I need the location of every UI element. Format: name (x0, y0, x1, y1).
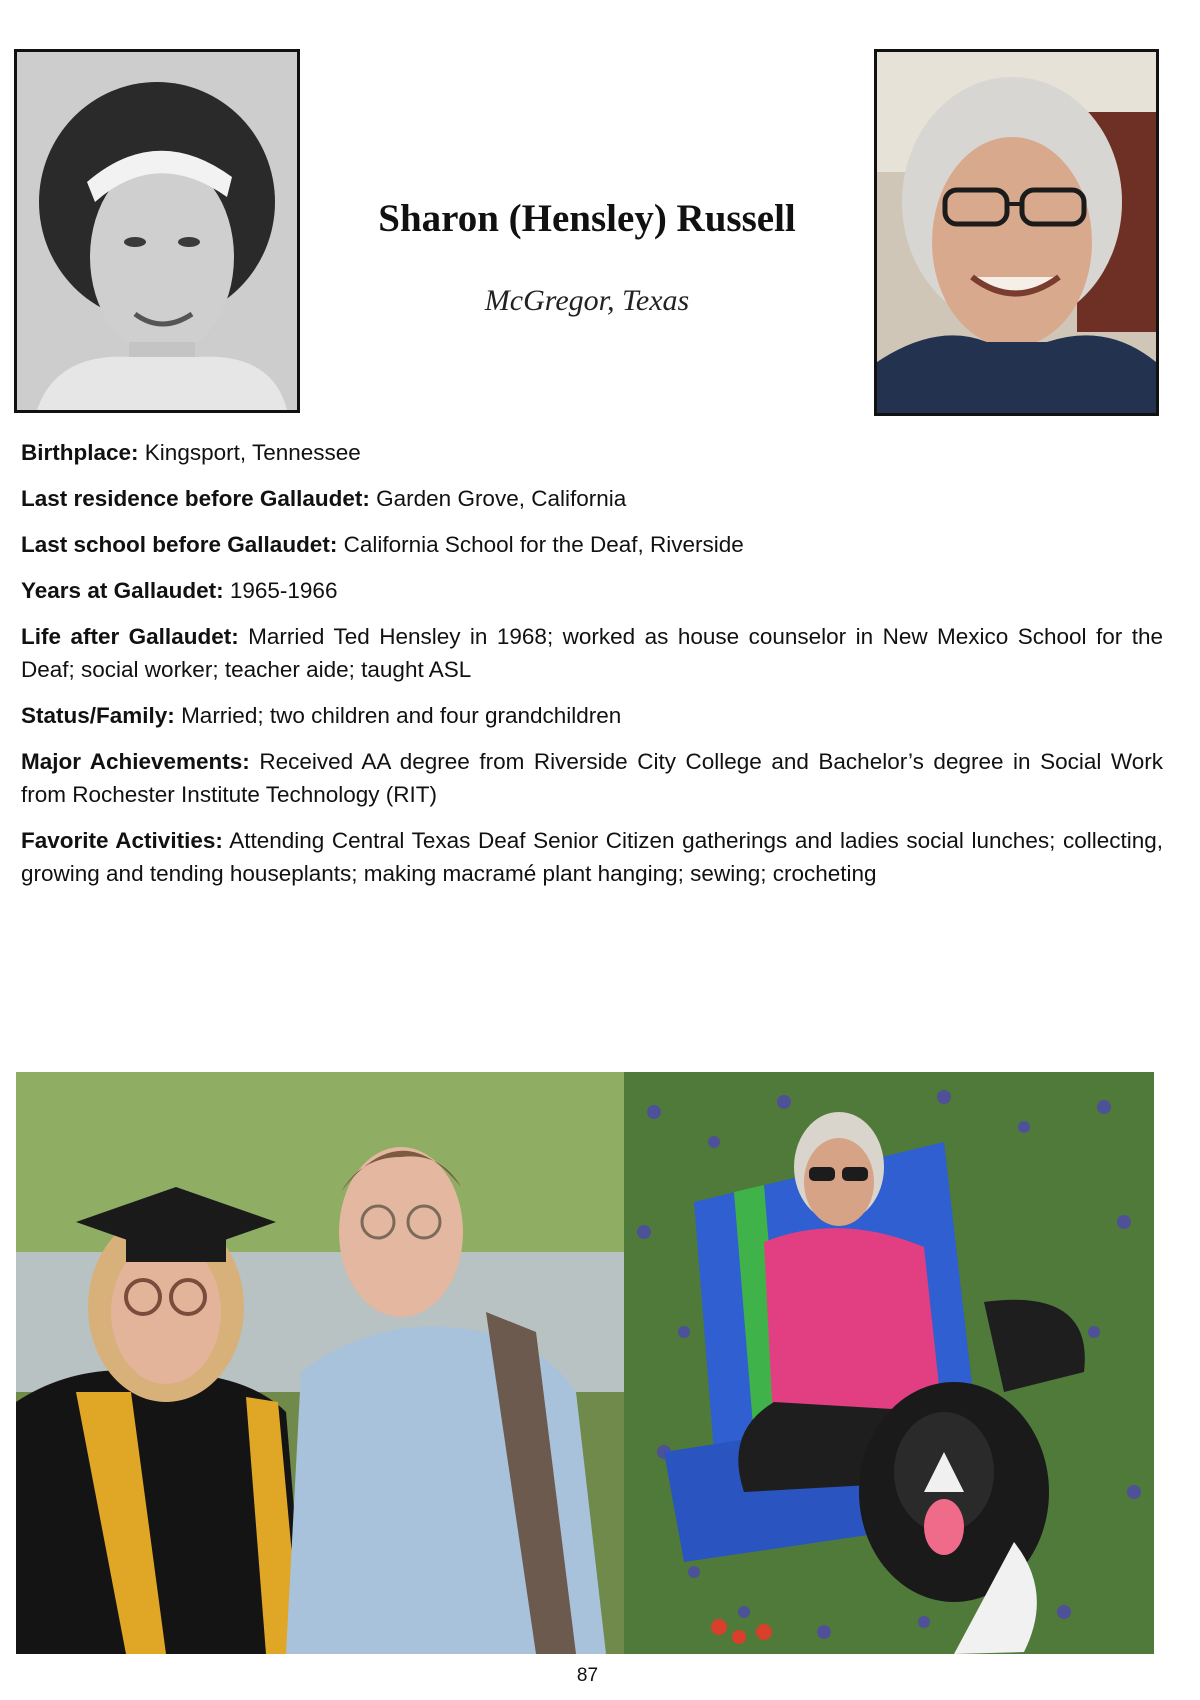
fact-label: Years at Gallaudet: (21, 578, 224, 603)
fact-label: Life after Gallaudet: (21, 624, 239, 649)
current-portrait-image (877, 52, 1156, 413)
biography-facts (21, 436, 1163, 903)
fact-status-family (21, 699, 1163, 732)
fact-major-achievements (21, 745, 1163, 811)
fact-label: Status/Family: (21, 703, 175, 728)
fact-value: Garden Grove, California (376, 486, 627, 511)
fact-value: Kingsport, Tennessee (144, 440, 361, 465)
fact-value: California School for the Deaf, Riverside (343, 532, 744, 557)
graduation-photo (16, 1072, 624, 1654)
fact-life-after-gallaudet (21, 620, 1163, 686)
graduation-image (16, 1072, 624, 1654)
bluebonnet-field-photo (624, 1072, 1154, 1654)
yearbook-portrait-image (17, 52, 297, 410)
bluebonnet-field-image (624, 1072, 1154, 1654)
fact-value: 1965-1966 (229, 578, 338, 603)
fact-birthplace (21, 436, 1163, 469)
bottom-photo-row (16, 1072, 1154, 1654)
yearbook-portrait-photo (14, 49, 300, 413)
fact-value: Married; two children and four grandchildren (181, 703, 622, 728)
fact-value: Received AA degree from Riverside City College and Bachelor’s degree in Social Work from Rochester Institute Technology (RIT) (21, 749, 1163, 807)
fact-favorite-activities (21, 824, 1163, 890)
fact-label: Favorite Activities: (21, 828, 223, 853)
location-subtitle: McGregor, Texas (484, 284, 690, 317)
fact-label: Last residence before Gallaudet: (21, 486, 370, 511)
fact-label: Last school before Gallaudet: (21, 532, 338, 557)
fact-value: Attending Central Texas Deaf Senior Citizen gatherings and ladies social lunches; collecting, growing and tending houseplants; making macramé plant hanging; sewing; crocheting (21, 828, 1163, 886)
page-number: 87 (576, 1665, 599, 1686)
fact-label: Major Achievements: (21, 749, 250, 774)
fact-years-at-gallaudet (21, 574, 1163, 607)
fact-value: Married Ted Hensley in 1968; worked as house counselor in New Mexico School for the Deaf; social worker; teacher aide; taught ASL (21, 624, 1163, 682)
fact-label: Birthplace: (21, 440, 139, 465)
page-title: Sharon (Hensley) Russell (378, 197, 796, 240)
current-portrait-photo (874, 49, 1159, 416)
fact-last-school (21, 528, 1163, 561)
fact-last-residence (21, 482, 1163, 515)
